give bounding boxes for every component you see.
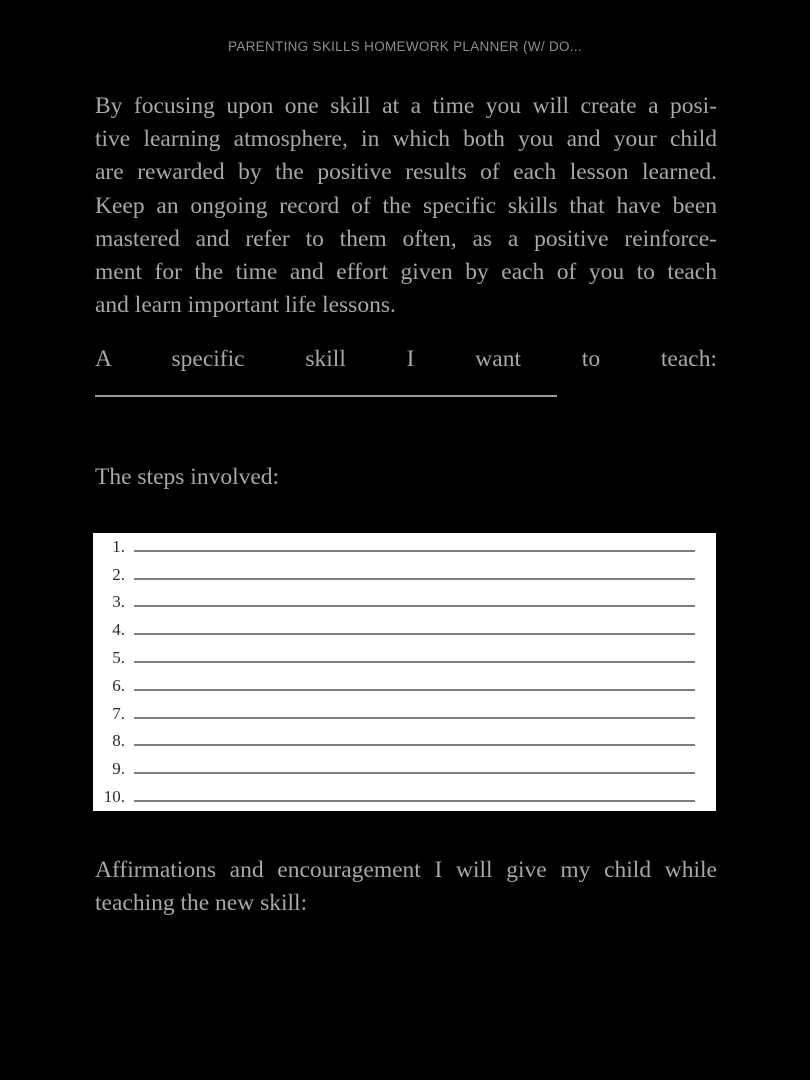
- step-row: [95, 672, 695, 700]
- step-row: [95, 755, 695, 783]
- paragraph-line: and learn important life lessons.: [95, 292, 396, 319]
- step-number: 5.: [112, 647, 125, 667]
- step-number: 7.: [112, 703, 125, 723]
- step-row: [95, 533, 695, 561]
- step-row: [95, 644, 695, 672]
- skill-prompt: [95, 343, 717, 397]
- step-row: [95, 728, 695, 756]
- paragraph-line: By focusing upon one skill at a time you will create a posi-: [95, 93, 717, 119]
- step-row: [95, 589, 695, 617]
- worksheet-numbered-list-image: [93, 533, 716, 811]
- step-rule-line: [134, 633, 695, 635]
- step-number: 4.: [112, 620, 125, 640]
- steps-heading: The steps involved:: [95, 464, 280, 490]
- affirmations-line: Affirmations and encouragement I will give my child while: [95, 857, 717, 883]
- step-row: [95, 616, 695, 644]
- step-rule-line: [134, 800, 695, 802]
- step-rule-line: [134, 605, 695, 607]
- affirmations-line: teaching the new skill:: [95, 890, 308, 917]
- skill-prompt-label: A specific skill I want to teach:: [95, 346, 717, 372]
- step-rule-line: [134, 550, 695, 552]
- step-number: 2.: [112, 564, 125, 584]
- step-rule-line: [134, 744, 695, 746]
- paragraph-line: mastered and refer to them often, as a positive reinforce-: [95, 225, 717, 252]
- paragraph-line: ment for the time and effort given by each of you to teach: [95, 259, 717, 286]
- paragraph-line: tive learning atmosphere, in which both you and your child: [95, 126, 717, 153]
- step-number: 9.: [112, 759, 125, 779]
- step-rule-line: [134, 689, 695, 691]
- step-row: [95, 561, 695, 589]
- step-number: 6.: [112, 675, 125, 695]
- paragraph-line: are rewarded by the positive results of each lesson learned.: [95, 159, 717, 186]
- step-rule-line: [134, 578, 695, 580]
- fill-in-blank-line: [95, 395, 557, 397]
- paragraph-line: Keep an ongoing record of the specific skills that have been: [95, 192, 717, 219]
- intro-paragraph: [95, 90, 717, 322]
- step-rule-line: [134, 717, 695, 719]
- step-row: [95, 700, 695, 728]
- step-rule-line: [134, 772, 695, 774]
- step-number: 10.: [103, 786, 125, 806]
- step-number: 8.: [112, 731, 125, 751]
- step-number: 1.: [112, 536, 125, 556]
- step-rule-line: [134, 661, 695, 663]
- step-row: [95, 783, 695, 811]
- affirmations-prompt: [95, 854, 717, 920]
- step-number: 3.: [112, 592, 125, 612]
- book-title-header: PARENTING SKILLS HOMEWORK PLANNER (W/ DO...: [228, 39, 582, 54]
